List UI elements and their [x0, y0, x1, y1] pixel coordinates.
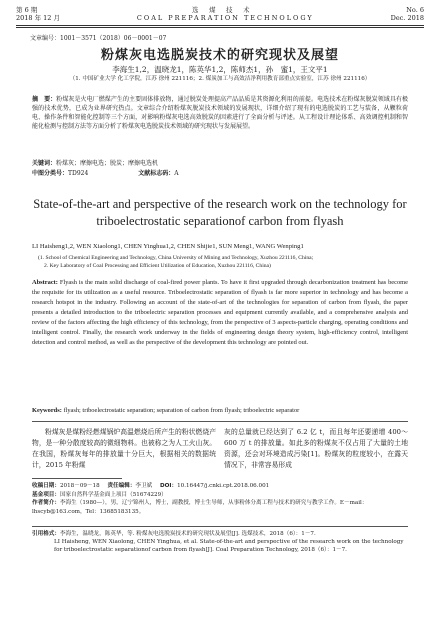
editor-label: 责任编辑：	[107, 483, 136, 489]
fund-text: 国家自然科学基金面上项目（51674229）	[59, 491, 167, 498]
header-issue-en: No. 6	[406, 6, 424, 14]
received-date: 2018－09－18	[59, 483, 100, 489]
keywords-en-text: flyash; triboelectrostatic separation; separation of carbon from flyash; triboelectric separator	[63, 407, 300, 414]
doc-code-value: A	[174, 170, 179, 177]
doi-value: 10.16447/j.cnki.cpt.2018.06.001	[177, 483, 270, 489]
header-journal-zh: 选 煤 技 术	[192, 6, 252, 14]
abstract-en-label: Abstract:	[32, 279, 58, 286]
keywords-zh-label: 关键词：	[32, 160, 57, 167]
abstract-zh	[32, 95, 408, 131]
header-date-zh: 2018 年 12 月	[16, 14, 61, 22]
keywords-en-label: Keywords:	[32, 407, 62, 414]
abstract-zh-label: 摘 要：	[32, 96, 57, 103]
body-column-right: 灰的总量就已经达到了 6.2 亿 t，而且每年还要递增 400～600 万 t 的排放量。如此多的粉煤灰不仅占用了大量的土地资源，还会对环境造成污染[1]。粉煤灰的粒度较小，在露天情况下，非常容易形成	[224, 428, 408, 469]
editor-name: 李卫斌	[135, 483, 153, 489]
header-rule-thin	[16, 27, 424, 28]
footnote-dates	[32, 482, 408, 491]
running-header	[16, 6, 424, 22]
header-rule	[16, 25, 424, 26]
keywords-zh-text: 粉煤灰；摩擦电选；脱炭；摩擦电选机	[56, 160, 159, 167]
affiliation-en-2: 2. Key Laboratory of Coal Processing and Efficient Utilization of Education, Xuzhou 221116, China)	[44, 263, 271, 269]
affiliation-en	[38, 254, 408, 270]
header-date-en: Dec. 2018	[390, 14, 424, 22]
citation-label: 引用格式：	[32, 531, 60, 537]
received-label: 收稿日期：	[32, 483, 60, 489]
fund-label: 基金项目：	[32, 491, 60, 498]
title-zh: 粉煤灰电选脱炭技术的研究现状及展望	[100, 48, 339, 63]
article-number: 文章编号：1001－3571（2018）06－0001－07	[30, 35, 167, 42]
doi-label: DOI：	[160, 483, 178, 489]
body-column-left: 粉煤灰是煤粉经燃煤锅炉高温燃烧后所产生的粉状燃烧产物，是一种分散度较高的微细物料。也被称之为人工火山灰。在我国，粉煤灰每年的排放量十分巨大，根据相关的数据统计，2015 年粉煤	[32, 428, 216, 469]
abstract-en	[32, 278, 408, 348]
affiliation-zh: （1. 中国矿业大学 化工学院，江苏 徐州 221116；2. 煤炭加工与高效洁净利用教育部重点实验室，江苏 徐州 221116）	[69, 76, 371, 82]
header-journal-en: COAL PREPARATION TECHNOLOGY	[136, 14, 314, 22]
clc-value: TD924	[68, 170, 89, 177]
keywords-zh	[32, 158, 408, 167]
author-bio-label: 作者简介：	[32, 500, 60, 506]
doc-code-label: 文献标志码：	[138, 170, 175, 177]
footnote	[32, 482, 408, 516]
body-rule	[32, 421, 408, 422]
abstract-zh-text: 粉煤灰是火电厂燃煤产生的主要固体排放物，通过脱炭处理提高产品品质是其资源化利用的前提。电选技术在粉煤灰脱炭领域具有极强的技术优势，已成为业界研究热点。文章综合介绍粉煤灰脱炭技术领域的发展现状，详细介绍了现有的电选脱炭的工艺与装备，从颗粒荷电、操作条件和智能化控制等三个方面，对影响粉煤灰电选高效脱炭的因素进行了全面分析与评述。从工程设计理论体系、高效调控机制和智能化检测与控制方法等方面分析了粉煤灰电选脱炭技术领域的研究现状与发展展望。	[32, 96, 408, 130]
citation-box	[32, 526, 408, 554]
footnote-fund	[32, 491, 408, 500]
title-en: State-of-the-art and perspective of the research work on the technology for triboelectrostatic separationof carbon from flyash	[33, 197, 407, 228]
header-issue-zh: 第 6 期	[16, 6, 38, 14]
authors-en: LI Haisheng1,2, WEN Xiaolong1, CHEN Yinghua1,2, CHEN Shijie1, SUN Meng1, WANG Wenping1	[32, 243, 304, 250]
affiliation-en-1: (1. School of Chemical Engineering and Technology, China University of Mining and Technology, Xuzhou 221116, China;	[38, 255, 314, 261]
keywords-en	[32, 407, 408, 414]
abstract-en-text: Flyash is the main solid discharge of coal-fired power plants. To have it first upgraded through decarbonization treatment has become the requisite for its utilization as a useful resource. Triboelectrostatic separation of flyash is far more superior in technology and has become a research hotspot in the industry. Following an account of the state-of-art of the technologies for separation of carbon from flyash, the paper presents a detailed introduction to the triboelectric separation processes and equipment currently available, and a comprehensive analysis and review of the factors affecting the high efficiency of this technology, from the perspective of 3 aspects-particle charging, operating conditions and intelligent control. Finally, the research work underway in the fields of engineering design theory system, high-efficiency control, intelligent detection and control method, as well as the perspective of the development this technology are pointed out.	[32, 279, 408, 346]
clc-label: 中图分类号：	[32, 170, 69, 177]
authors-zh: 李海生1,2，温晓龙1，陈英华1,2，陈师杰1，孙 蜜1，王文平1	[112, 65, 328, 74]
footnote-author	[32, 499, 408, 516]
citation-en: LI Haisheng, WEN Xiaolong, CHEN Yinghua, et al. State-of-the-art and perspective of the research work on the technology for triboelectrostatic separationof carbon from flyash[J]. Coal Preparation Technology, 2018（6）：1－7.	[54, 539, 404, 553]
classification-row	[32, 168, 408, 177]
author-bio-text: 李海生（1980—），男，辽宁锦州人，博士，副教授，博士生导师，从事粉体分离工程与技术的研究与教学工作。E－mail：lhscyb@163.com，Tel：13685183135。	[32, 500, 368, 515]
footnote-rule	[32, 478, 122, 479]
citation-zh: 李海生，温晓龙，陈英华，等. 粉煤灰电选脱炭技术的研究现状及展望[J]. 选煤技术，2018（6）：1－7.	[59, 531, 316, 537]
